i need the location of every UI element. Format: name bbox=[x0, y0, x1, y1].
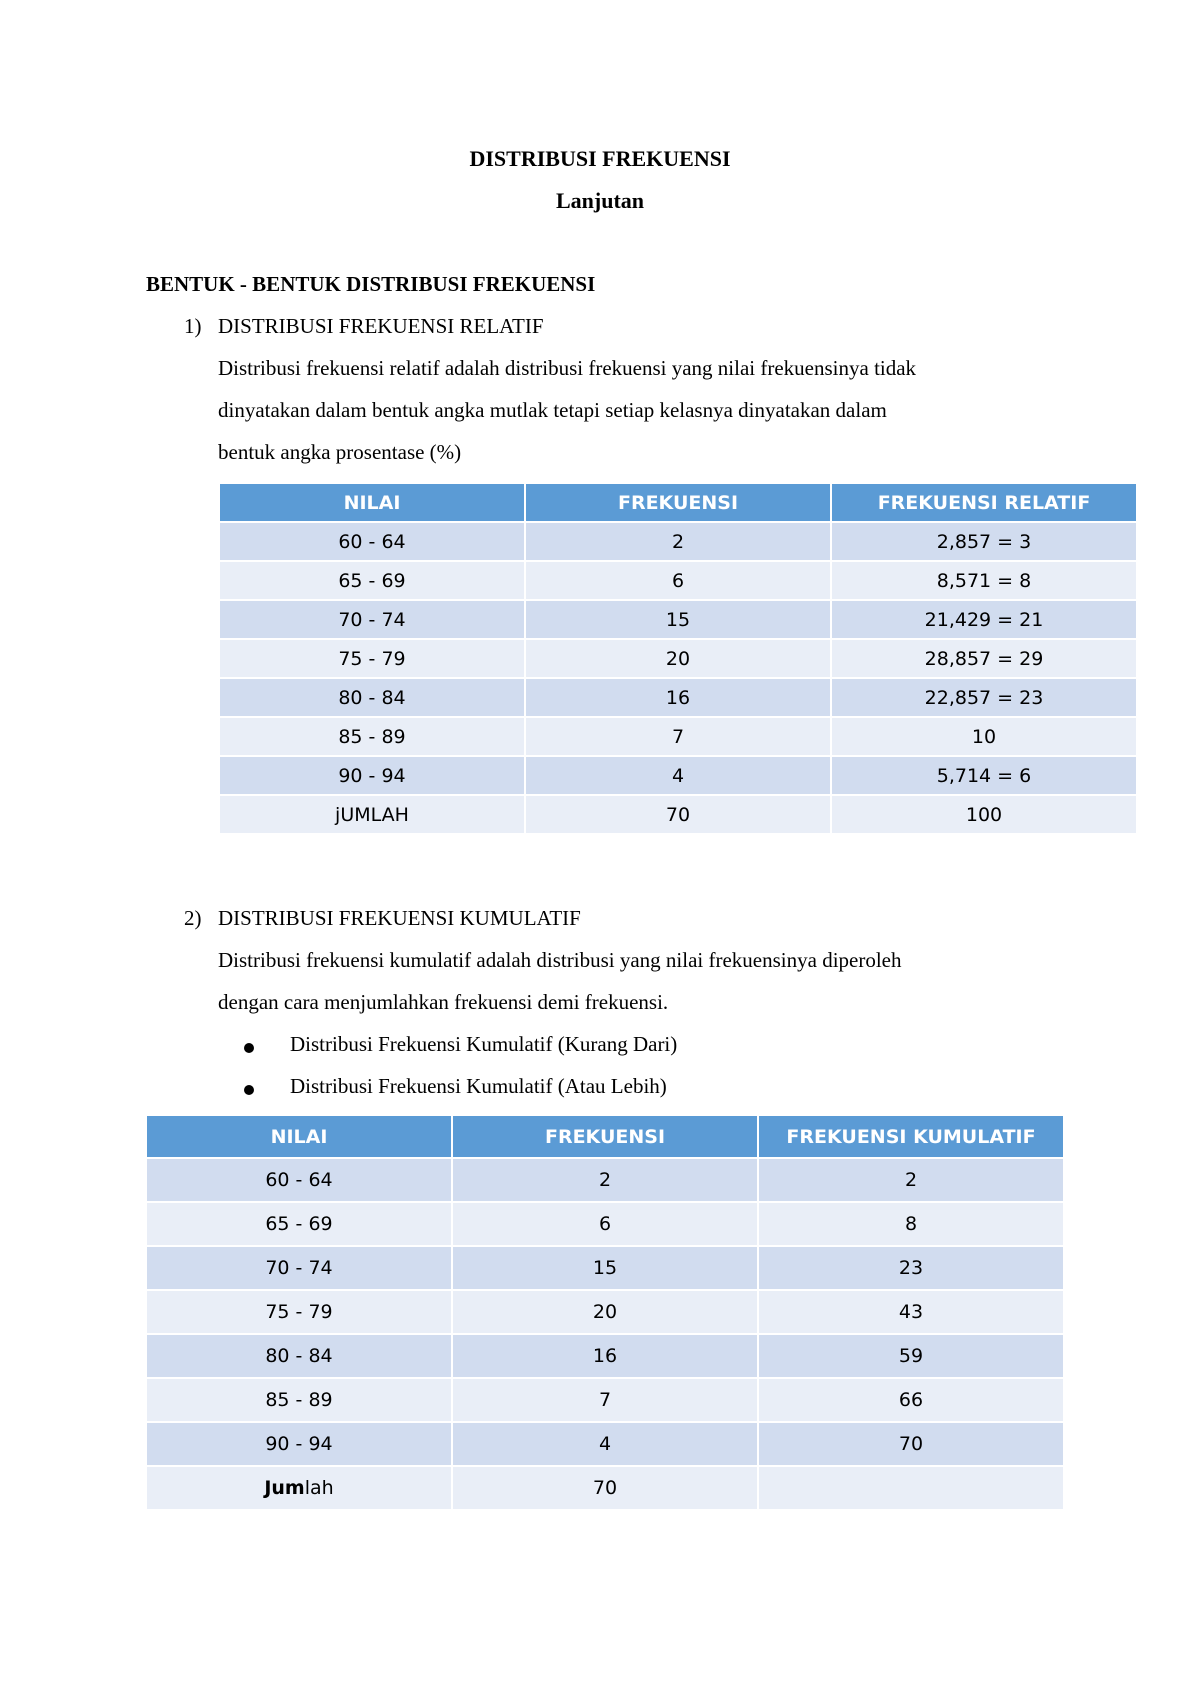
cell-total-frekuensi-kumulatif bbox=[759, 1467, 1063, 1509]
total-label-rest: lah bbox=[304, 1477, 334, 1499]
section1-paragraph bbox=[218, 347, 1078, 473]
cell-nilai: 80 - 84 bbox=[220, 679, 524, 716]
table-row bbox=[220, 757, 1136, 794]
cell-total-label: jUMLAH bbox=[220, 796, 524, 833]
cell-nilai: 75 - 79 bbox=[220, 640, 524, 677]
paragraph-line: bentuk angka prosentase (%) bbox=[218, 440, 462, 464]
cell-nilai: 65 - 69 bbox=[220, 562, 524, 599]
section1-title: DISTRIBUSI FREKUENSI RELATIF bbox=[218, 314, 544, 338]
paragraph-line: dengan cara menjumlahkan frekuensi demi frekuensi. bbox=[218, 990, 669, 1014]
paragraph-line: Distribusi frekuensi kumulatif adalah distribusi yang nilai frekuensinya diperoleh bbox=[218, 948, 902, 972]
document-subtitle: Lanjutan bbox=[555, 188, 645, 213]
cell-nilai: 85 - 89 bbox=[220, 718, 524, 755]
table-row bbox=[220, 523, 1136, 560]
section-heading: BENTUK - BENTUK DISTRIBUSI FREKUENSI bbox=[146, 272, 596, 296]
cell-frekuensi: 6 bbox=[526, 562, 830, 599]
cell-total-frekuensi: 70 bbox=[453, 1467, 757, 1509]
table-row bbox=[147, 1291, 1063, 1333]
section1-number: 1) bbox=[184, 314, 202, 338]
section2-paragraph bbox=[218, 939, 1078, 1023]
column-header-frekuensi: FREKUENSI bbox=[453, 1116, 757, 1157]
cell-total-frekuensi-relatif: 100 bbox=[832, 796, 1136, 833]
table-header-row bbox=[220, 484, 1136, 521]
table-row bbox=[147, 1247, 1063, 1289]
table-row bbox=[220, 640, 1136, 677]
cumulative-frequency-table bbox=[145, 1114, 1065, 1511]
document-title: DISTRIBUSI FREKUENSI bbox=[469, 146, 731, 171]
cell-frekuensi-kumulatif: 66 bbox=[759, 1379, 1063, 1421]
cell-frekuensi-relatif: 10 bbox=[832, 718, 1136, 755]
cell-frekuensi: 16 bbox=[453, 1335, 757, 1377]
cell-frekuensi: 2 bbox=[526, 523, 830, 560]
table-row bbox=[220, 718, 1136, 755]
cell-frekuensi-kumulatif: 70 bbox=[759, 1423, 1063, 1465]
cell-frekuensi-relatif: 5,714 = 6 bbox=[832, 757, 1136, 794]
bullet-text: Distribusi Frekuensi Kumulatif (Atau Lebih) bbox=[290, 1074, 667, 1098]
bullet-icon bbox=[244, 1043, 254, 1053]
cell-frekuensi-relatif: 28,857 = 29 bbox=[832, 640, 1136, 677]
cell-total-frekuensi: 70 bbox=[526, 796, 830, 833]
cell-frekuensi: 4 bbox=[453, 1423, 757, 1465]
cell-frekuensi-relatif: 2,857 = 3 bbox=[832, 523, 1136, 560]
cell-nilai: 80 - 84 bbox=[147, 1335, 451, 1377]
cell-nilai: 65 - 69 bbox=[147, 1203, 451, 1245]
cell-frekuensi-relatif: 8,571 = 8 bbox=[832, 562, 1136, 599]
cell-frekuensi: 15 bbox=[526, 601, 830, 638]
cell-nilai: 60 - 64 bbox=[220, 523, 524, 560]
total-label-bold: Jum bbox=[264, 1477, 305, 1499]
cell-nilai: 70 - 74 bbox=[220, 601, 524, 638]
table-row bbox=[147, 1335, 1063, 1377]
table-header-row bbox=[147, 1116, 1063, 1157]
cell-frekuensi: 4 bbox=[526, 757, 830, 794]
cell-frekuensi-relatif: 22,857 = 23 bbox=[832, 679, 1136, 716]
column-header-frekuensi: FREKUENSI bbox=[526, 484, 830, 521]
table-row bbox=[220, 562, 1136, 599]
paragraph-line: dinyatakan dalam bentuk angka mutlak tetapi setiap kelasnya dinyatakan dalam bbox=[218, 398, 887, 422]
cell-frekuensi: 16 bbox=[526, 679, 830, 716]
column-header-nilai: NILAI bbox=[220, 484, 524, 521]
cell-frekuensi-relatif: 21,429 = 21 bbox=[832, 601, 1136, 638]
table-row bbox=[220, 601, 1136, 638]
cell-frekuensi-kumulatif: 23 bbox=[759, 1247, 1063, 1289]
table-total-row bbox=[220, 796, 1136, 833]
cell-nilai: 85 - 89 bbox=[147, 1379, 451, 1421]
table-row bbox=[147, 1203, 1063, 1245]
table-row bbox=[220, 679, 1136, 716]
cell-nilai: 90 - 94 bbox=[220, 757, 524, 794]
section2-title: DISTRIBUSI FREKUENSI KUMULATIF bbox=[218, 906, 581, 930]
cell-frekuensi: 6 bbox=[453, 1203, 757, 1245]
cell-nilai: 70 - 74 bbox=[147, 1247, 451, 1289]
cell-frekuensi: 20 bbox=[453, 1291, 757, 1333]
bullet-text: Distribusi Frekuensi Kumulatif (Kurang Dari) bbox=[290, 1032, 678, 1056]
table-row bbox=[147, 1159, 1063, 1201]
paragraph-line: Distribusi frekuensi relatif adalah distribusi frekuensi yang nilai frekuensinya tidak bbox=[218, 356, 917, 380]
cell-frekuensi-kumulatif: 43 bbox=[759, 1291, 1063, 1333]
table-row bbox=[147, 1423, 1063, 1465]
cell-frekuensi: 7 bbox=[453, 1379, 757, 1421]
column-header-nilai: NILAI bbox=[147, 1116, 451, 1157]
section2-number: 2) bbox=[184, 906, 202, 930]
cell-frekuensi-kumulatif: 59 bbox=[759, 1335, 1063, 1377]
cell-frekuensi: 7 bbox=[526, 718, 830, 755]
cell-frekuensi-kumulatif: 2 bbox=[759, 1159, 1063, 1201]
cell-nilai: 75 - 79 bbox=[147, 1291, 451, 1333]
bullet-icon bbox=[244, 1085, 254, 1095]
table-row bbox=[147, 1379, 1063, 1421]
cell-frekuensi: 20 bbox=[526, 640, 830, 677]
cell-frekuensi: 2 bbox=[453, 1159, 757, 1201]
relative-frequency-table bbox=[218, 482, 1138, 835]
column-header-frekuensi-kumulatif: FREKUENSI KUMULATIF bbox=[759, 1116, 1063, 1157]
cell-frekuensi: 15 bbox=[453, 1247, 757, 1289]
cell-nilai: 90 - 94 bbox=[147, 1423, 451, 1465]
cell-total-label bbox=[147, 1467, 451, 1509]
cell-frekuensi-kumulatif: 8 bbox=[759, 1203, 1063, 1245]
column-header-frekuensi-relatif: FREKUENSI RELATIF bbox=[832, 484, 1136, 521]
cell-nilai: 60 - 64 bbox=[147, 1159, 451, 1201]
table-total-row bbox=[147, 1467, 1063, 1509]
